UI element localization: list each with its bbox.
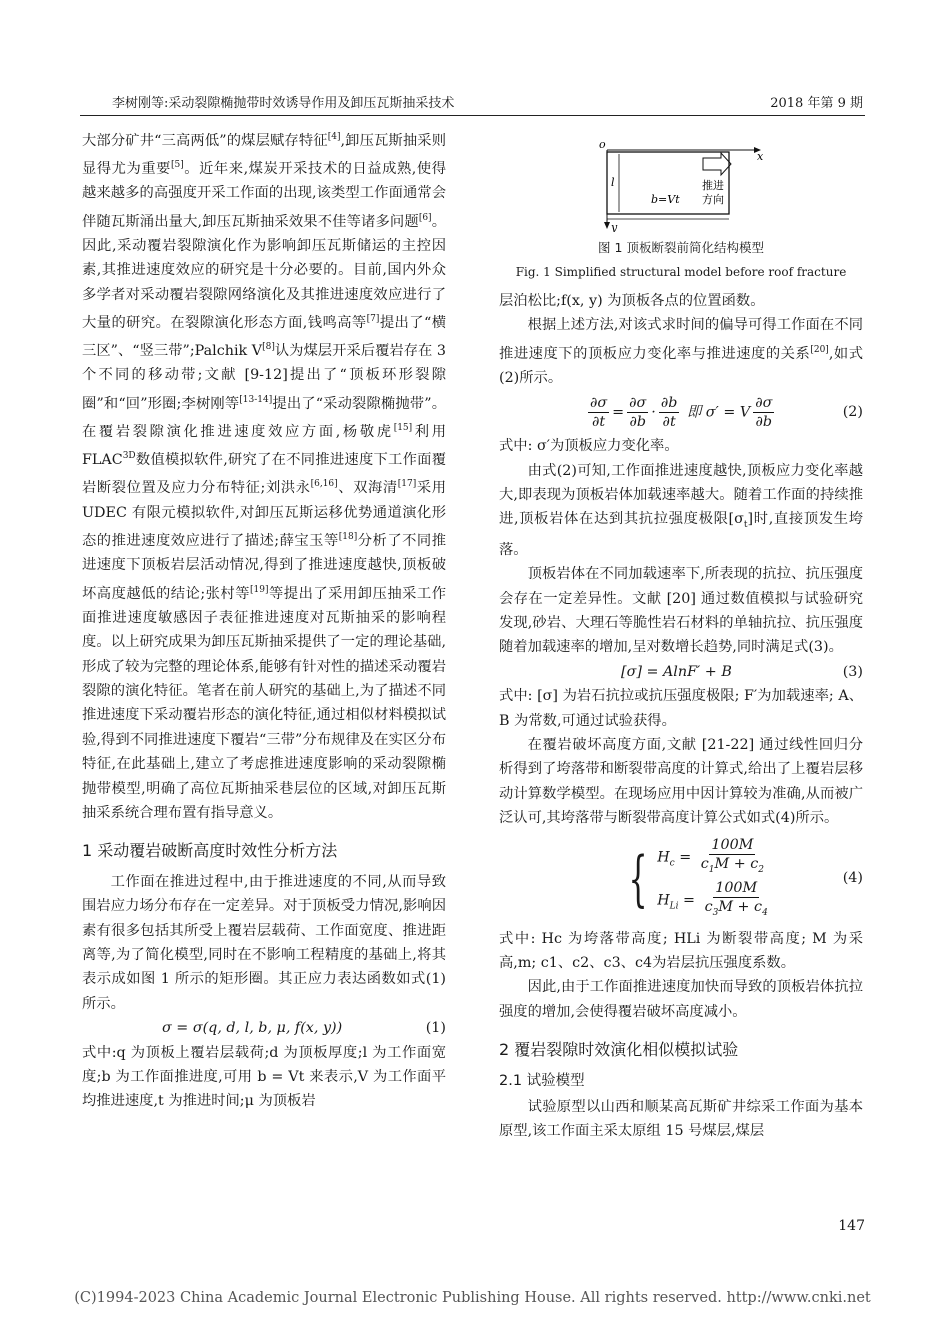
equation-3-number: (3) bbox=[842, 663, 863, 680]
r-paragraph-5: 顶板岩体在不同加载速率下,所表现的抗拉、抗压强度会存在一定差异性。文献 [20] 通过数值模拟与试验研究发现,砂岩、大理石等脆性岩石材料的单轴抗拉、抗压强度随着加载速率的增加,呈对数增长趋势,同时满足式(3)。 bbox=[499, 566, 863, 656]
figure-1-caption-cn: 图 1 顶板断裂前简化结构模型 bbox=[598, 240, 764, 255]
intro-paragraph: 大部分矿井“三高两低”的煤层赋存特征[4],卸压瓦斯抽采则显得尤为重要[5]。近年来,煤炭开采技术的日益成熟,使得越来越多的高强度开采工作面的出现,该类型工作面通常会伴随瓦斯涌出量大,卸压瓦斯抽采效果不佳等诸多问题[6]。因此,采动覆岩裂隙演化作为影响卸压瓦斯储运的主控因素,其推进速度效应的研究是十分必要的。目前,国内外众多学者对采动覆岩裂隙网络演化及其推进速度效应进行了大量的研究。在裂隙演化形态方面,钱鸣高等[7]提出了“横三区”、“竖三带”;Palchik V[8]认为煤层开采后覆岩存在 3 个不同的移动带;文献 [9-12]提出了“顶板环形裂隙圈”和“回”形圈;李树刚等[13-14]提出了“采动裂隙椭抛带”。在覆岩裂隙演化推进速度效应方面,杨敬虎[15]利用 $FLAC^{3D}$数值模拟软件,研究了在不同推进速度下工作面覆岩断裂位置及应力分布特征;刘洪永[6,16]、双海清[17]采用 UDEC 有限元模拟软件,对卸压瓦斯运移优势通道演化形态的推进速度效应进行了描述;薛宝玉等[18]分析了不同推进速度下顶板岩层活动情况,得到了推进速度越快,顶板破坏高度越低的结论;张村等[19]等提出了采用卸压抽采工作面推进速度敏感因子表征推进速度对瓦斯抽采的影响程度。以上研究成果为卸压瓦斯抽采提供了一定的理论基础,形成了较为完整的理论体系,能够有针对性的描述采动覆岩裂隙的演化特征。笔者在前人研究的基础上,为了描述不同推进速度下采动覆岩形态的演化特征,通过相似材料模拟试验,得到不同推进速度下覆岩“三带”分布规律及在实区分布特征,在此基础上,建立了考虑推进速度影响的采动裂隙椭抛带模型,明确了高位瓦斯抽采巷层位的区域,对卸压瓦斯抽采系统合理布置有指导意义。 bbox=[82, 132, 447, 821]
section-1-paragraph: 工作面在推进过程中,由于推进速度的不同,从而导致围岩应力场分布存在一定差异。对于顶板受力情况,影响因素有很多包括其所受上覆岩层载荷、工作面宽度、推进距离等,为了简化模型,同时在不影响工程精度的基础上,将其表示成如图 1 所示的矩形圈。其正应力表达函数如式(1)所示。 bbox=[82, 873, 446, 1012]
figure-1-b-label: b=Vt bbox=[651, 193, 680, 206]
right-column bbox=[499, 134, 863, 1144]
figure-1-caption-en: Fig. 1 Simplified structural model before roof fracture bbox=[515, 265, 847, 280]
equation-1-number: (1) bbox=[425, 1020, 446, 1037]
left-column bbox=[82, 125, 446, 1114]
equation-1 bbox=[82, 1016, 446, 1040]
header-rule bbox=[80, 115, 865, 116]
figure-1-y-label: y bbox=[611, 221, 618, 232]
running-header-title: 李树刚等:采动裂隙椭抛带时效诱导作用及卸压瓦斯抽采技术 bbox=[112, 96, 455, 111]
r-paragraph-4: 由式(2)可知,工作面推进速度越快,顶板应力变化率越大,即表现为顶板岩体加载速率越大。随着工作面的持续推进,顶板岩体在达到其抗拉强度极限$[\sigma_t]$时,直接顶发生垮落。 bbox=[499, 462, 863, 558]
r-paragraph-2: 根据上述方法,对该式求时间的偏导可得工作面在不同推进速度下的顶板应力变化率与推进速度的关系[20],如式(2)所示。 bbox=[499, 317, 864, 386]
figure-1-origin: o bbox=[599, 138, 606, 151]
equation-4 bbox=[499, 831, 863, 927]
section-1-heading: 1 采动覆岩破断高度时效性分析方法 bbox=[82, 841, 338, 861]
equation-2-body: $\frac{\partial\sigma}{\partial t}$ = $\frac{\partial\sigma}{\partial b}$ · $\frac{\partial b}{\partial t}$ 即 σ′ = V $\frac{\partial\sigma}{\partial b}$ bbox=[590, 394, 773, 430]
figure-1-arrow-label-1: 推进 bbox=[702, 179, 724, 192]
equation-2-number: (2) bbox=[842, 404, 863, 420]
running-header-issue: 2018 年第 9 期 bbox=[770, 96, 863, 111]
subsection-2-1-heading: 2.1 试验模型 bbox=[499, 1072, 585, 1089]
section-2-heading: 2 覆岩裂隙时效演化相似模拟试验 bbox=[499, 1040, 739, 1060]
equation-4-body: { $H_c$ = $\frac{100M}{c_1M + c_2}$ $H_{Li}$ = $\frac{100M}{c_3M + c_4}$ bbox=[628, 836, 768, 918]
equation-1-body: σ = σ(q, d, l, b, μ, f(x, y)) bbox=[162, 1020, 343, 1037]
figure-1-l-label: l bbox=[611, 176, 615, 189]
figure-1-x-label: x bbox=[757, 150, 764, 163]
r-paragraph-7: 在覆岩破坏高度方面,文献 [21-22] 通过线性回归分析得到了垮落带和断裂带高度的计算式,给出了上覆岩层移动计算数学模型。在现场应用中因计算较为准确,从而被广泛认可,其垮落带与断裂带高度计算公式如式(4)所示。 bbox=[499, 736, 863, 827]
r-paragraph-8: 式中: Hc 为垮落带高度; HLi 为断裂带高度; M 为采高,m; c1、c2、c3、c4为岩层抗压强度系数。 bbox=[499, 930, 863, 971]
equation-3 bbox=[499, 660, 863, 684]
equation-3-body: [σ] = AlnF′ + B bbox=[621, 663, 732, 680]
r-paragraph-3: 式中: σ′为顶板应力变化率。 bbox=[499, 438, 679, 455]
equation-2 bbox=[499, 390, 863, 434]
r-paragraph-10: 试验原型以山西和顺某高瓦斯矿井综采工作面为基本原型,该工作面主采太原组 15 号煤层,煤层 bbox=[499, 1099, 863, 1140]
figure-1 bbox=[499, 134, 863, 232]
equation-1-definitions: 式中:q 为顶板上覆岩层载荷;d 为顶板厚度;l 为工作面宽度;b 为工作面推进度,可用 b = Vt 来表示,V 为工作面平均推进速度,t 为推进时间;μ 为顶板岩 bbox=[82, 1044, 446, 1110]
copyright-footer: (C)1994-2023 China Academic Journal Electronic Publishing House. All rights reserved. http://www.cnki.net bbox=[74, 1290, 871, 1306]
equation-4-number: (4) bbox=[842, 870, 863, 887]
page-number: 147 bbox=[838, 1218, 865, 1234]
figure-1-diagram bbox=[499, 134, 863, 232]
r-paragraph-6: 式中: [σ] 为岩石抗拉或抗压强度极限; F′为加载速率; A、B 为常数,可通过试验获得。 bbox=[499, 688, 863, 729]
r-paragraph-9: 因此,由于工作面推进速度加快而导致的顶板岩体抗拉强度的增加,会使得覆岩破坏高度减小。 bbox=[499, 979, 863, 1020]
figure-1-arrow-label-2: 方向 bbox=[702, 193, 724, 206]
r-paragraph-1: 层泊松比;f(x, y) 为顶板各点的位置函数。 bbox=[499, 292, 765, 309]
